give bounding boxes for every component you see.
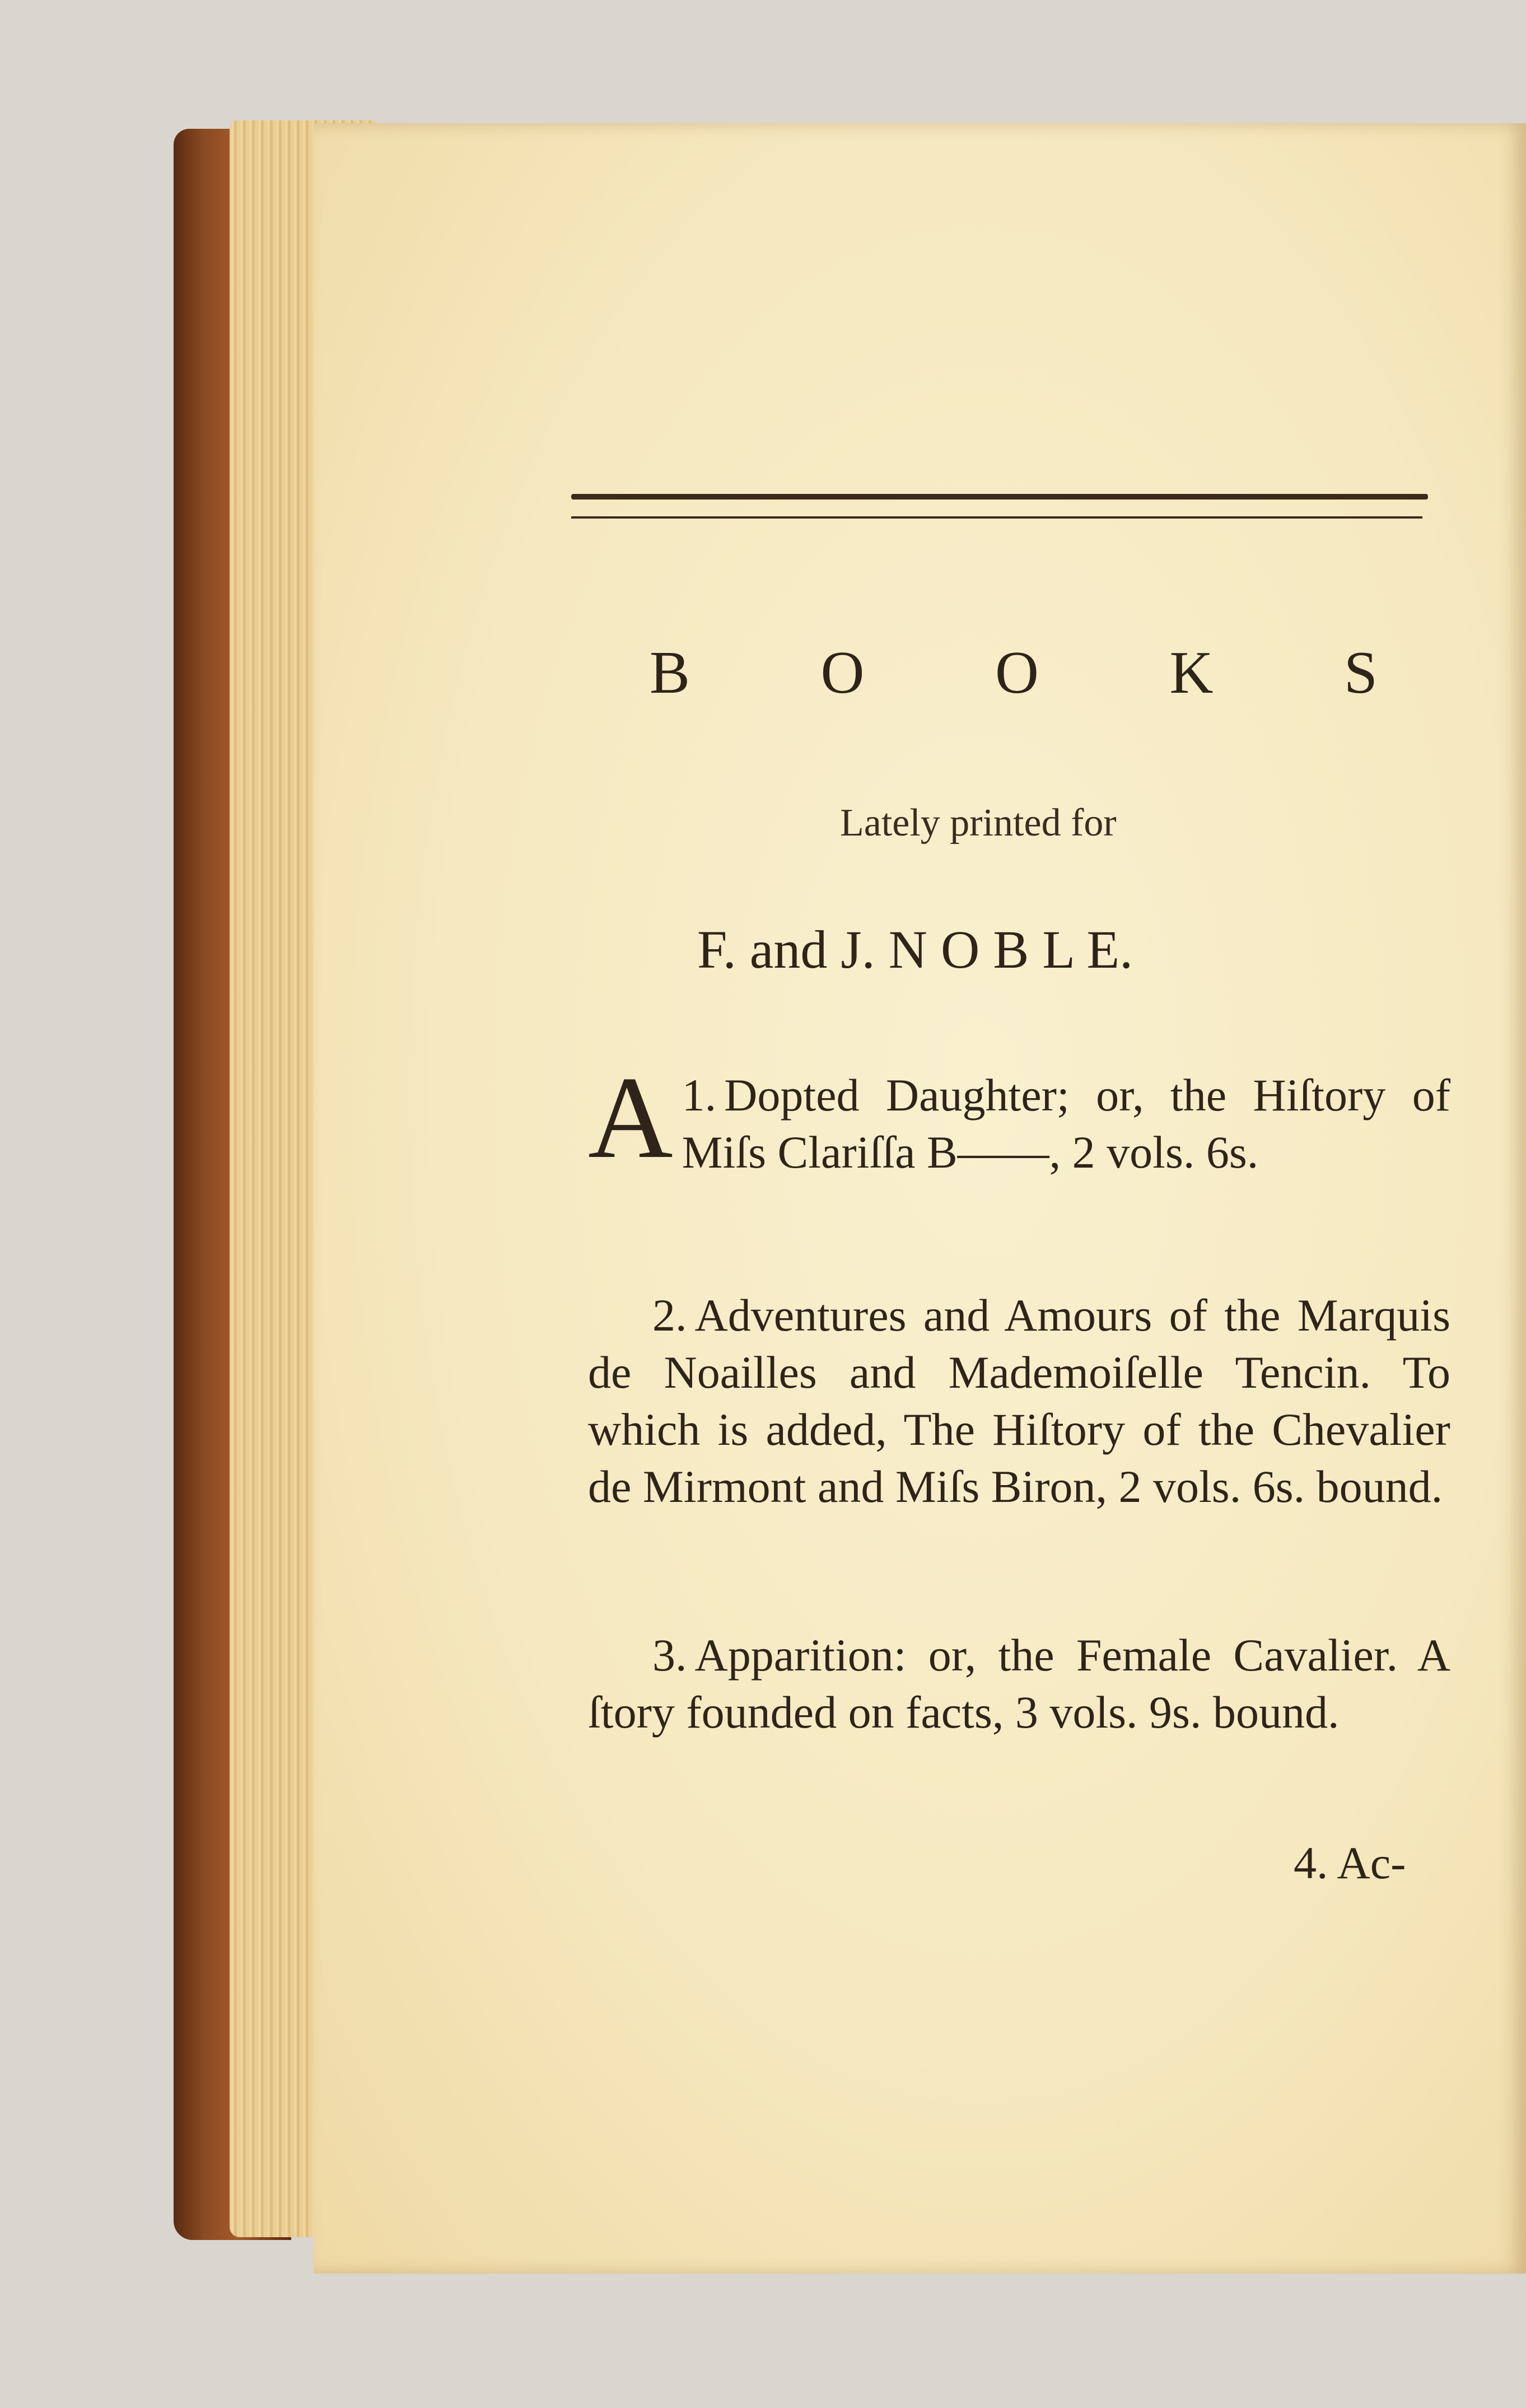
entry-text: Apparition: or, the Female Cavalier. A ſtory founded on facts, 3 vols. 9s. bound. — [588, 1630, 1450, 1738]
list-item — [588, 1627, 1450, 1741]
header-rule-thin — [571, 516, 1422, 519]
publisher-name: F. and J. N O B L E. — [697, 920, 1133, 979]
entry-text: Adventures and Amours of the Marquis de Noailles and Mademoiſelle Tencin. To which is added, The Hiſtory of the Chevalier de Mirmont and Miſs Biron, 2 vols. 6s. bound. — [588, 1290, 1450, 1512]
header-rule-thick — [571, 494, 1428, 500]
title-letter: O — [995, 640, 1039, 706]
title-letter: S — [1343, 640, 1378, 706]
list-item — [588, 1287, 1450, 1515]
title-letter: K — [1169, 640, 1214, 706]
page-title — [650, 638, 1378, 708]
entry-number: 2. — [652, 1290, 687, 1341]
entry-text: Dopted Daughter; or, the Hiſtory of Miſs Clariſſa B——, 2 vols. 6s. — [682, 1070, 1450, 1178]
drop-cap: A — [588, 1053, 673, 1183]
catchword: 4. Ac- — [1294, 1837, 1406, 1888]
entry-number: 3. — [652, 1630, 687, 1681]
subtitle: Lately printed for — [840, 801, 1117, 844]
title-letter: O — [820, 640, 865, 706]
list-item — [588, 1053, 1450, 1183]
title-letter: B — [650, 640, 690, 706]
entry-number: 1. — [682, 1070, 717, 1121]
book-page — [314, 123, 1526, 2274]
